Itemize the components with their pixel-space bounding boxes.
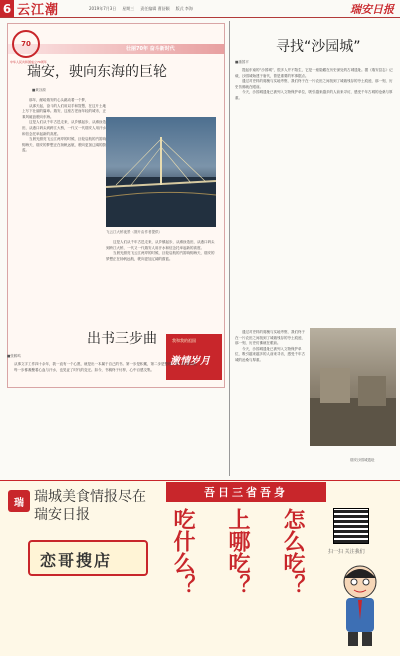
section-name: 云江潮 bbox=[17, 3, 60, 18]
feature-paragraph: 这是人们从千年古邑走来，从乡镇起步，从滩涂造田，从港口码头到跨江大桥，一代又一代瑞安人用汗水和信念托举起新的高度。 bbox=[106, 240, 215, 250]
middle-story-byline: ■张鹤鸣 bbox=[7, 354, 21, 358]
qr-code-icon[interactable] bbox=[333, 508, 369, 544]
column-big-label: 激情岁月 bbox=[170, 356, 210, 367]
anniversary-ribbon bbox=[8, 44, 224, 54]
page-header bbox=[0, 0, 400, 18]
right-story-body-lower bbox=[235, 330, 305, 470]
ad-logo: 瑞 bbox=[8, 490, 30, 512]
feature-byline: ■黄谷源 bbox=[32, 88, 46, 92]
middle-story-body bbox=[7, 362, 225, 474]
ad-vertical-text-1: 吃什么？ bbox=[170, 508, 195, 596]
column-divider bbox=[229, 21, 230, 476]
ruins-photo-caption: 瑞安沙园城遗址 bbox=[350, 458, 375, 462]
header-meta bbox=[89, 6, 193, 12]
ruins-photo bbox=[310, 328, 396, 446]
feature-paragraph: 这是人们从千年古邑走来，从乡镇起步，从滩涂造田，从港口码头到跨江大桥，一代又一代瑞安人用汗水和信念托举起新的高度。 bbox=[22, 120, 106, 136]
photo-caption: 飞云江大桥夜景（图片由作者提供） bbox=[106, 230, 162, 234]
anniversary-emblem: 70 bbox=[12, 30, 40, 58]
emblem-caption: 中华人民共和国成立70周年 bbox=[10, 60, 47, 64]
feature-paragraph: 当晨光照亮飞云江两岸的时候，巨轮启航的汽笛响彻海天，瑞安的梦想正在扬帆远航，驶向更加辽阔的蔚蓝。 bbox=[106, 251, 215, 261]
ad-slogan: 恋哥搜店 bbox=[40, 551, 113, 570]
header-design: 版式 李海 bbox=[175, 5, 193, 11]
right-story-byline: ■潘国平 bbox=[235, 60, 249, 64]
right-story-body bbox=[235, 68, 395, 323]
right-paragraph: 提起东南的“沙园城”，很多人并不陌生，它是一座隐藏在历史深处的古城遗址。据《瑞安县志》记载，沙园城始建于唐代，曾是重要的军事据点。 bbox=[235, 68, 393, 78]
middle-paragraph: 每一步都凝聚着心血与汗水，也见证了时代的变迁。如今，书稿终于付梓，心中百感交集。 bbox=[14, 367, 154, 372]
feature-paragraph: 那年，献给瑞安的心头跳动着一个梦， bbox=[29, 98, 89, 102]
feature-paragraph: 从那天起，奋斗的人们用双手和智慧，在这片土地上写下壮丽的篇章。瑞安，这座古老而年轻的城市，正乘风破浪驶向东海。 bbox=[22, 103, 106, 119]
page-number: 6 bbox=[0, 0, 14, 17]
column-small-label: 我和我的祖国 bbox=[172, 338, 196, 343]
right-paragraph: 通过对史料的爬梳与实地考察，我们终于在一片农田之间找到了城墙残存的夯土痕迹，那一刻，历史仿佛就在眼前。 bbox=[235, 330, 305, 346]
right-story-title: 寻找“沙园城” bbox=[276, 39, 361, 55]
middle-paragraph: 从事文字工作四十余年，我一直有一个心愿，就是出一本属于自己的书。第一步是积累，第二步是整理，第三步是出版。 bbox=[14, 362, 200, 366]
ad-vertical-text-3: 怎么吃？ bbox=[280, 508, 305, 596]
header-date: 2019年7月3日 bbox=[89, 5, 117, 11]
mascot-icon bbox=[330, 560, 390, 650]
ad-line-2: 瑞安日报 bbox=[34, 507, 90, 523]
qr-caption: 扫一扫 关注我们 bbox=[328, 549, 365, 555]
bridge-photo bbox=[106, 117, 216, 227]
ad-line-1: 瑞城美食情报尽在 bbox=[34, 489, 146, 505]
ad-banner: 吾日三省吾身 bbox=[166, 482, 326, 502]
right-paragraph: 今天，沙园城遗址已被列入文物保护单位，吸引越来越多的人前来寻访，感受千年古城的沧桑与厚重。 bbox=[235, 90, 393, 100]
right-paragraph: 通过对史料的爬梳与实地考察，我们终于在一片农田之间找到了城墙残存的夯土痕迹，那一刻，历史仿佛就在眼前。 bbox=[235, 79, 393, 89]
ad-vertical-text-2: 上哪吃？ bbox=[225, 508, 250, 596]
ribbon-text: 壮丽70年 奋斗新时代 bbox=[126, 46, 175, 52]
feature-title: 瑞安，驶向东海的巨轮 bbox=[27, 64, 167, 80]
feature-paragraph: 当晨光照亮飞云江两岸的时候，巨轮启航的汽笛响彻海天，瑞安的梦想正在扬帆远航，驶向更加辽阔的蔚蓝。 bbox=[22, 137, 106, 153]
right-paragraph: 今天，沙园城遗址已被列入文物保护单位，吸引越来越多的人前来寻访，感受千年古城的沧桑与厚重。 bbox=[235, 346, 305, 362]
header-weekday: 星期三 bbox=[122, 5, 135, 11]
newspaper-logo: 瑞安日报 bbox=[350, 2, 394, 16]
middle-story-title: 出书三步曲 bbox=[87, 331, 157, 347]
header-editor: 责任编辑 曹舒颖 bbox=[140, 5, 170, 11]
